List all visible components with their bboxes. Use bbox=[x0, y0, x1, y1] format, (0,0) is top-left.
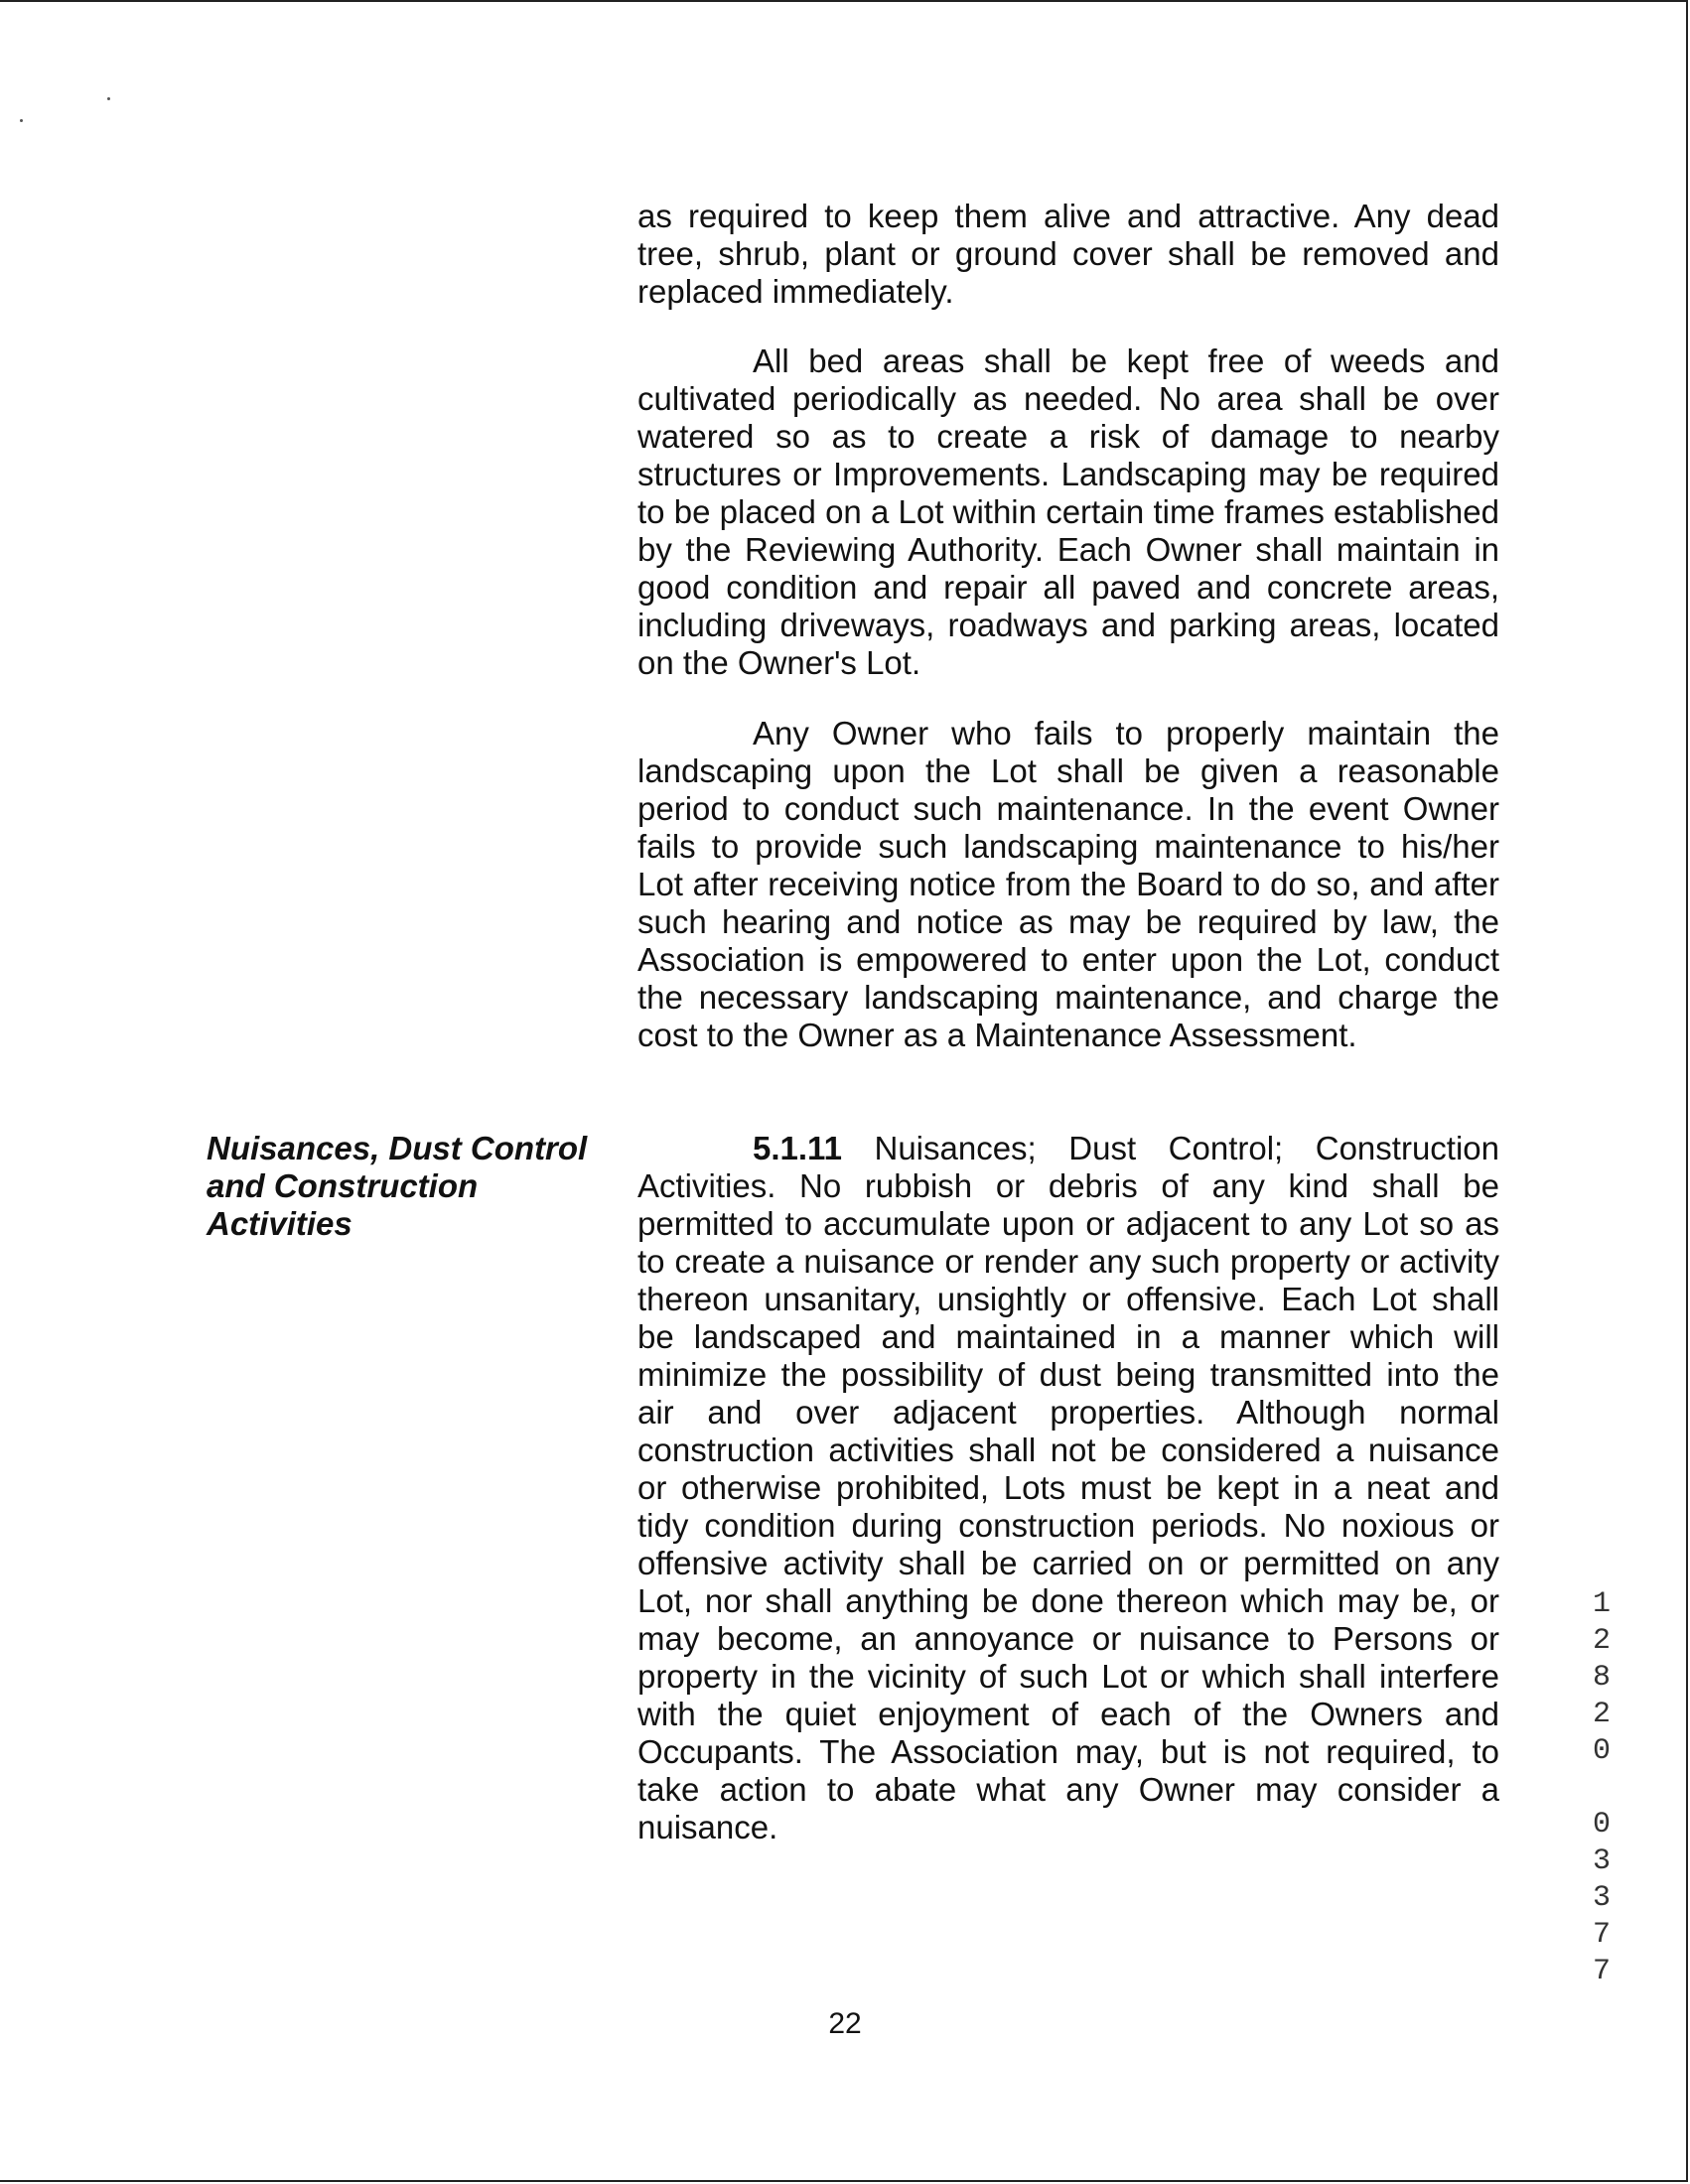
stamp-digit: 8 bbox=[1592, 1661, 1611, 1695]
section-text: Nuisances; Dust Control; Construction Activities. No rubbish or debris of any kind shall be permitted to accumulate upon or adjacent to any Lot so as to create a nuisance or render any such property or activity thereon unsanitary, unsightly or offensive. Each Lot shall be landscaped and maintained in a manner which will minimize the possibility of dust being transmitted into the air and over adjacent properties. Although normal construction activities shall not be considered a nuisance or otherwise prohibited, Lots must be kept in a neat and tidy condition during construction periods. No noxious or offensive activity shall be carried on or permitted on any Lot, nor shall anything be done thereon which may be, or may become, an annoyance or nuisance to Persons or property in the vicinity of such Lot or which shall interfere with the quiet enjoyment of each of the Owners and Occupants. The Association may, but is not required, to take action to abate what any Owner may consider a nuisance. bbox=[637, 1130, 1500, 1845]
stamp-gap bbox=[1587, 1770, 1617, 1807]
stamp-digit: 3 bbox=[1592, 1844, 1611, 1878]
stamp-digit: 0 bbox=[1592, 1734, 1611, 1768]
stamp-digit: 7 bbox=[1592, 1955, 1611, 1988]
section-paragraph bbox=[637, 1130, 1499, 1846]
stamp-digit: 0 bbox=[1592, 1808, 1611, 1842]
page-number: 22 bbox=[828, 2007, 862, 2040]
stamp-digit: 3 bbox=[1592, 1881, 1611, 1915]
stamp-digit: 2 bbox=[1592, 1698, 1611, 1731]
scan-speck bbox=[20, 119, 23, 122]
body-paragraph-3 bbox=[637, 715, 1499, 1054]
body-paragraph-1 bbox=[637, 198, 1499, 311]
stamp-digit: 7 bbox=[1592, 1918, 1611, 1952]
paragraph-text: Any Owner who fails to properly maintain the landscaping upon the Lot shall be given a reasonable period to conduct such maintenance. In the event Owner fails to provide such landscaping maintenance to his/her Lot after receiving notice from the Board to do so, and after such hearing and notice as may be required by law, the Association is empowered to enter upon the Lot, conduct the necessary landscaping maintenance, and charge the cost to the Owner as a Maintenance Assessment. bbox=[637, 715, 1499, 1053]
stamp-digit: 2 bbox=[1592, 1624, 1611, 1658]
section-5-1-11 bbox=[637, 1130, 1499, 1846]
paragraph-text: All bed areas shall be kept free of weeds and cultivated periodically as needed. No area shall be over watered so as to create a risk of damage to nearby structures or Improvements. Landscaping may be required to be placed on a Lot within certain time frames established by the Reviewing Authority. Each Owner shall maintain in good condition and repair all paved and concrete areas, including driveways, roadways and parking areas, located on the Owner's Lot. bbox=[637, 342, 1499, 681]
recording-stamp bbox=[1587, 1586, 1617, 1990]
paragraph-text: as required to keep them alive and attractive. Any dead tree, shrub, plant or ground cover shall be removed and replaced immediately. bbox=[637, 198, 1499, 310]
section-number: 5.1.11 bbox=[753, 1130, 842, 1166]
section-side-heading: Nuisances, Dust Control and Construction Activities bbox=[207, 1130, 588, 1242]
stamp-digit: 1 bbox=[1592, 1587, 1611, 1621]
scan-speck bbox=[107, 97, 110, 100]
body-paragraph-2 bbox=[637, 342, 1499, 682]
